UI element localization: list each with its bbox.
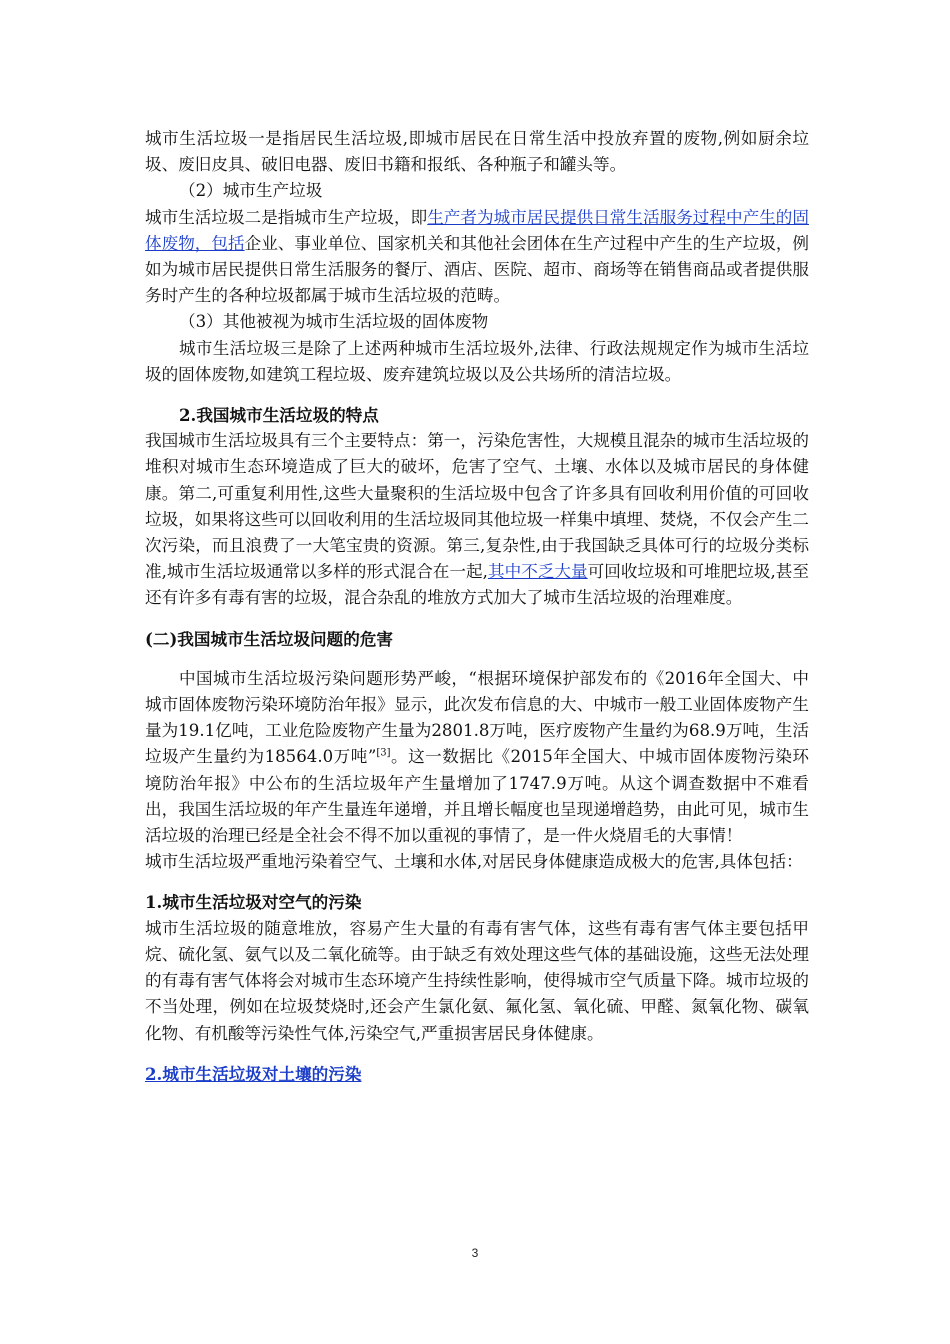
paragraph-production-waste-text-start: 城市生活垃圾二是指城市生产垃圾，即 (145, 207, 428, 227)
paragraph-characteristics-text-end: 可回收垃圾和可堆肥垃圾,甚至还有许多有毒有害的垃圾，混合杂乱的堆放方式加大了城市生活垃圾的治理难度。 (145, 562, 809, 608)
statistics-text-end: 。这一数据比《2015年全国大、中城市固体废物污染环境防治年报》中公布的生活垃圾年产生量增加了1747.9万吨。从这个调查数据中不难看出，我国生活垃圾的年产生量连年递增，并且增长幅度也呈现递增趋势，由此可见，城市生活垃圾的治理已经是全社会不得不加以重视的事情了，是一件火烧眉毛的大事情！ (145, 747, 809, 846)
subheading-production-waste: （2）城市生产垃圾 (179, 181, 323, 201)
subheading-other-solid-waste: （3）其他被视为城市生活垃圾的固体废物 (179, 312, 489, 332)
soil-pollution-hyperlink[interactable]: 2.城市生活垃圾对土壤的污染 (145, 1063, 362, 1084)
heading-soil-pollution (145, 1061, 809, 1087)
characteristics-hyperlink[interactable]: 其中不乏大量 (487, 562, 588, 582)
citation-reference: [3] (376, 747, 391, 759)
page-number: 3 (471, 1246, 479, 1260)
paragraph-other-solid-waste: 城市生活垃圾三是除了上述两种城市生活垃圾外,法律、行政法规规定作为城市生活垃圾的固体废物,如建筑工程垃圾、废弃建筑垃圾以及公共场所的清洁垃圾。 (145, 338, 809, 384)
section-heading-waste-hazards: (二)我国城市生活垃圾问题的危害 (145, 628, 394, 649)
paragraph-characteristics-text-start: 我国城市生活垃圾具有三个主要特点：第一，污染危害性，大规模且混杂的城市生活垃圾的堆积对城市生态环境造成了巨大的破坏，危害了空气、土壤、水体以及城市居民的身体健康。第二,可重复利用性,这些大量聚积的生活垃圾中包含了许多具有回收利用价值的可回收垃圾，如果将这些可以回收利用的生活垃圾同其他垃圾一样集中填埋、焚烧，不仅会产生二次污染，而且浪费了一大笔宝贵的资源。第三,复杂性,由于我国缺乏具体可行的垃圾分类标准,城市生活垃圾通常以多样的形式混合在一起, (145, 431, 809, 582)
heading-air-pollution: 1.城市生活垃圾对空气的污染 (145, 892, 362, 913)
document-body (145, 126, 809, 1087)
paragraph-air-pollution: 城市生活垃圾的随意堆放，容易产生大量的有毒有害气体，这些有毒有害气体主要包括甲烷、硫化氢、氨气以及二氧化硫等。由于缺乏有效处理这些气体的基础设施，这些无法处理的有毒有害气体将会对城市生态环境产生持续性影响，使得城市空气质量下降。城市垃圾的不当处理，例如在垃圾焚烧时,还会产生氯化氨、氟化氢、氧化硫、甲醛、氮氧化物、碳氧化物、有机酸等污染性气体,污染空气,严重损害居民身体健康。 (145, 918, 809, 1043)
paragraph-production-waste-text-end: 企业、事业单位、国家机关和其他社会团体在生产过程中产生的生产垃圾，例如为城市居民提供日常生活服务的餐厅、酒店、医院、超市、商场等在销售商品或者提供服务时产生的各种垃圾都属于城市生活垃圾的范畴。 (145, 233, 810, 306)
paragraph-production-waste (145, 205, 809, 310)
paragraph-pollution-statistics (145, 666, 809, 849)
paragraph-household-waste: 城市生活垃圾一是指居民生活垃圾,即城市居民在日常生活中投放弃置的废物,例如厨余垃圾、废旧皮具、破旧电器、废旧书籍和报纸、各种瓶子和罐头等。 (145, 129, 809, 175)
statistics-text-start: 中国城市生活垃圾污染问题形势严峻，“根据环境保护部发布的《2016年全国大、中城市固体废物污染环境防治年报》显示，此次发布信息的大、中城市一般工业固体废物产生量为19.1亿吨，工业危险废物产生量为2801.8万吨，医疗废物产生量约为68.9万吨，生活垃圾产生量约为18564.0万吨” (145, 668, 809, 767)
paragraph-waste-characteristics (145, 428, 809, 611)
heading-waste-characteristics: 2.我国城市生活垃圾的特点 (179, 405, 379, 426)
paragraph-hazards-intro: 城市生活垃圾严重地污染着空气、土壤和水体,对居民身体健康造成极大的危害,具体包括： (145, 852, 803, 872)
production-waste-hyperlink[interactable]: 生产者为城市居民提供日常生活服务过程中产生的固体废物，包括 (145, 207, 809, 253)
